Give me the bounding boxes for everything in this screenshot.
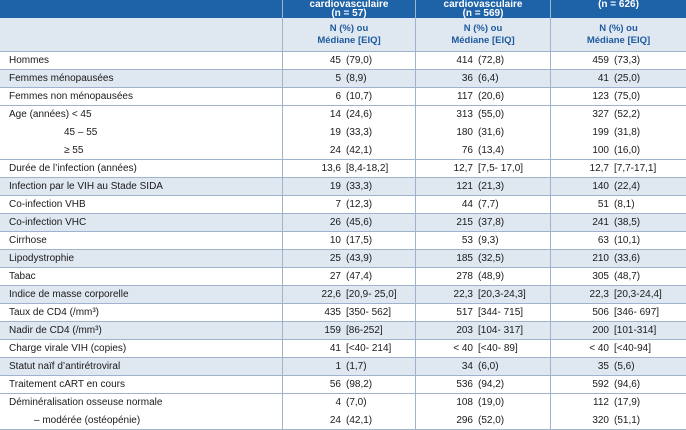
cell-value: 25 (329, 253, 341, 264)
cell-value: 203 (456, 325, 473, 336)
cell-stat: [344- 715] (478, 307, 524, 318)
cell-stat: (8,1) (614, 199, 635, 210)
table-row (0, 268, 686, 286)
cell-value: 4 (335, 397, 341, 408)
cell-stat: (52,0) (478, 415, 505, 426)
table-row (0, 142, 686, 160)
divider-3 (550, 0, 551, 430)
cell-stat: (19,0) (478, 397, 505, 408)
table-row (0, 196, 686, 214)
cell-stat: (8,9) (346, 73, 367, 84)
cell-value: 327 (592, 109, 609, 120)
cell-stat: [<40- 89] (478, 343, 518, 354)
cell-value: 14 (329, 109, 341, 120)
cell-value: 26 (329, 217, 341, 228)
cell-stat: (31,8) (614, 127, 641, 138)
cell-stat: (9,3) (478, 235, 499, 246)
cell-value: 140 (592, 181, 609, 192)
row-label: Co-infection VHB (9, 199, 86, 210)
table-row (0, 124, 686, 142)
col2-header (416, 0, 550, 18)
cell-value: 27 (329, 271, 341, 282)
row-label: Co-infection VHC (9, 217, 87, 228)
table-row (0, 394, 686, 412)
cell-stat: (33,3) (346, 181, 373, 192)
cell-value: 12,7 (589, 163, 609, 174)
col3-header (551, 0, 686, 18)
cell-value: < 40 (589, 343, 609, 354)
cell-stat: (94,6) (614, 379, 641, 390)
table-row (0, 412, 686, 430)
cell-value: 44 (461, 199, 473, 210)
cell-stat: [86-252] (346, 325, 383, 336)
cell-value: 180 (456, 127, 473, 138)
cell-value: 592 (592, 379, 609, 390)
cell-value: 63 (597, 235, 609, 246)
cell-stat: (55,0) (478, 109, 505, 120)
row-label: Hommes (9, 55, 50, 66)
cell-stat: (98,2) (346, 379, 373, 390)
col3-sub2: Médiane [EIQ] (586, 35, 651, 46)
cell-value: 459 (592, 55, 609, 66)
cell-value: 185 (456, 253, 473, 264)
label-header (0, 0, 282, 18)
row-label: Déminéralisation osseuse normale (9, 397, 163, 408)
cell-value: 10 (329, 235, 341, 246)
table-row (0, 160, 686, 178)
cell-stat: (22,4) (614, 181, 641, 192)
cell-value: 36 (461, 73, 473, 84)
cell-stat: (7,7) (478, 199, 499, 210)
table-row (0, 214, 686, 232)
cell-stat: (79,0) (346, 55, 373, 66)
row-label: Statut naïf d’antirétroviral (9, 361, 121, 372)
cell-value: 108 (456, 397, 473, 408)
row-label: Charge virale VIH (copies) (9, 343, 127, 354)
table-row (0, 250, 686, 268)
row-label: Tabac (9, 271, 36, 282)
col1-header (283, 0, 415, 18)
row-label: Infection par le VIH au Stade SIDA (9, 181, 163, 192)
divider-1 (282, 0, 283, 430)
cell-stat: (42,1) (346, 145, 373, 156)
col3-subheader (551, 18, 686, 52)
cell-value: 241 (592, 217, 609, 228)
cell-stat: (72,8) (478, 55, 505, 66)
row-label: Taux de CD4 (/mm³) (9, 307, 100, 318)
row-label: Femmes non ménopausées (9, 91, 133, 102)
cell-value: 199 (592, 127, 609, 138)
cell-stat: (21,3) (478, 181, 505, 192)
col2-n: (n = 569) (462, 8, 504, 18)
col1-subheader (283, 18, 415, 52)
row-label: ≥ 55 (64, 145, 84, 156)
row-label: Durée de l’infection (années) (9, 163, 137, 174)
cell-value: 117 (457, 91, 473, 102)
table-row (0, 286, 686, 304)
cell-stat: (73,3) (614, 55, 641, 66)
cell-value: 159 (324, 325, 341, 336)
cell-value: 517 (456, 307, 473, 318)
table-row (0, 376, 686, 394)
cell-value: 19 (329, 127, 341, 138)
col2-title: cardiovasculaire (443, 0, 523, 10)
cell-stat: (42,1) (346, 415, 373, 426)
cell-value: 305 (592, 271, 609, 282)
col1-sub2: Médiane [EIQ] (317, 35, 381, 46)
header-divider (0, 51, 686, 52)
col1-title: cardiovasculaire (309, 0, 389, 10)
col2-sub2: Médiane [EIQ] (451, 35, 515, 46)
cell-stat: [350- 562] (346, 307, 392, 318)
cell-stat: (31,6) (478, 127, 505, 138)
cell-stat: (32,5) (478, 253, 505, 264)
cell-stat: (20,6) (478, 91, 505, 102)
cell-stat: [346- 697] (614, 307, 660, 318)
row-label: Indice de masse corporelle (9, 289, 129, 300)
cell-value: 22,6 (321, 289, 341, 300)
cell-value: 22,3 (453, 289, 473, 300)
cell-stat: (47,4) (346, 271, 373, 282)
cell-value: 24 (329, 145, 341, 156)
cell-stat: [20,3-24,3] (478, 289, 526, 300)
cell-stat: (7,0) (346, 397, 367, 408)
cell-stat: (10,1) (614, 235, 641, 246)
cell-stat: (10,7) (346, 91, 373, 102)
table-row (0, 358, 686, 376)
cell-stat: [20,9- 25,0] (346, 289, 397, 300)
col2-subheader (416, 18, 550, 52)
cell-value: 5 (335, 73, 341, 84)
cell-value: 215 (456, 217, 473, 228)
cell-value: 76 (461, 145, 473, 156)
cell-value: 35 (597, 361, 609, 372)
table-row (0, 304, 686, 322)
cell-value: 536 (456, 379, 473, 390)
cell-stat: (75,0) (614, 91, 641, 102)
row-label: Cirrhose (9, 235, 47, 246)
cell-value: 435 (324, 307, 341, 318)
row-label: 45 – 55 (64, 127, 98, 138)
table-row (0, 322, 686, 340)
cell-stat: (24,6) (346, 109, 373, 120)
cell-stat: [101-314] (614, 325, 657, 336)
cell-stat: (12,3) (346, 199, 373, 210)
cell-value: 56 (329, 379, 341, 390)
cell-stat: (25,0) (614, 73, 641, 84)
cell-value: 210 (592, 253, 609, 264)
cell-stat: (51,1) (614, 415, 641, 426)
cell-stat: (38,5) (614, 217, 641, 228)
cell-value: 51 (597, 199, 609, 210)
cell-stat: (6,0) (478, 361, 499, 372)
cell-value: 45 (329, 55, 341, 66)
cell-value: 506 (592, 307, 609, 318)
cell-value: 34 (461, 361, 473, 372)
row-label: – modérée (ostéopénie) (34, 415, 141, 426)
cell-stat: (6,4) (478, 73, 499, 84)
cell-stat: [20,3-24,4] (614, 289, 662, 300)
cell-value: 123 (592, 91, 609, 102)
cell-value: 112 (593, 397, 609, 408)
cell-value: 12,7 (453, 163, 473, 174)
cell-value: < 40 (453, 343, 473, 354)
cell-value: 41 (329, 343, 341, 354)
cell-value: 53 (461, 235, 473, 246)
table-row (0, 178, 686, 196)
cell-stat: [104- 317] (478, 325, 524, 336)
cell-value: 1 (335, 361, 341, 372)
cell-stat: (5,6) (614, 361, 635, 372)
table-row (0, 52, 686, 70)
cell-value: 41 (597, 73, 609, 84)
row-label: Age (années) < 45 (9, 109, 92, 120)
row-label: Femmes ménopausées (9, 73, 114, 84)
cell-stat: (16,0) (614, 145, 641, 156)
row-label: Traitement cART en cours (9, 379, 125, 390)
cell-value: 296 (456, 415, 473, 426)
cell-stat: [<40- 214] (346, 343, 392, 354)
cell-value: 278 (456, 271, 473, 282)
cell-stat: (37,8) (478, 217, 505, 228)
row-label: Nadir de CD4 (/mm³) (9, 325, 102, 336)
cell-stat: (94,2) (478, 379, 505, 390)
table-row (0, 70, 686, 88)
cell-value: 121 (456, 181, 473, 192)
cell-stat: [<40-94] (614, 343, 651, 354)
cell-stat: [7,5- 17,0] (478, 163, 524, 174)
cell-value: 414 (456, 55, 473, 66)
cell-stat: (52,2) (614, 109, 641, 120)
cell-value: 7 (335, 199, 341, 210)
cell-value: 19 (329, 181, 341, 192)
row-label: Lipodystrophie (9, 253, 75, 264)
cell-value: 320 (592, 415, 609, 426)
cell-stat: (1,7) (346, 361, 367, 372)
divider-2 (415, 0, 416, 430)
cell-stat: (33,3) (346, 127, 373, 138)
cell-stat: (13,4) (478, 145, 505, 156)
col1-sub1: N (%) ou (329, 23, 369, 34)
table-row (0, 232, 686, 250)
cell-value: 13,6 (321, 163, 341, 174)
cell-stat: [8,4-18,2] (346, 163, 389, 174)
cell-value: 100 (592, 145, 609, 156)
table-row (0, 340, 686, 358)
cell-stat: (17,5) (346, 235, 373, 246)
cell-value: 22,3 (589, 289, 609, 300)
label-subheader (0, 18, 282, 52)
col3-sub1: N (%) ou (599, 23, 638, 34)
cell-stat: [7,7-17,1] (614, 163, 657, 174)
cell-value: 200 (592, 325, 609, 336)
table-row (0, 88, 686, 106)
col3-n: (n = 626) (598, 0, 639, 10)
cell-stat: (45,6) (346, 217, 373, 228)
cell-stat: (48,9) (478, 271, 505, 282)
cell-stat: (17,9) (614, 397, 641, 408)
table-row (0, 106, 686, 124)
cell-stat: (48,7) (614, 271, 641, 282)
cell-stat: (43,9) (346, 253, 373, 264)
cell-value: 313 (456, 109, 473, 120)
col1-n: (n = 57) (331, 8, 367, 18)
col2-sub1: N (%) ou (463, 23, 503, 34)
cell-value: 6 (335, 91, 341, 102)
cell-stat: (33,6) (614, 253, 641, 264)
cell-value: 24 (329, 415, 341, 426)
